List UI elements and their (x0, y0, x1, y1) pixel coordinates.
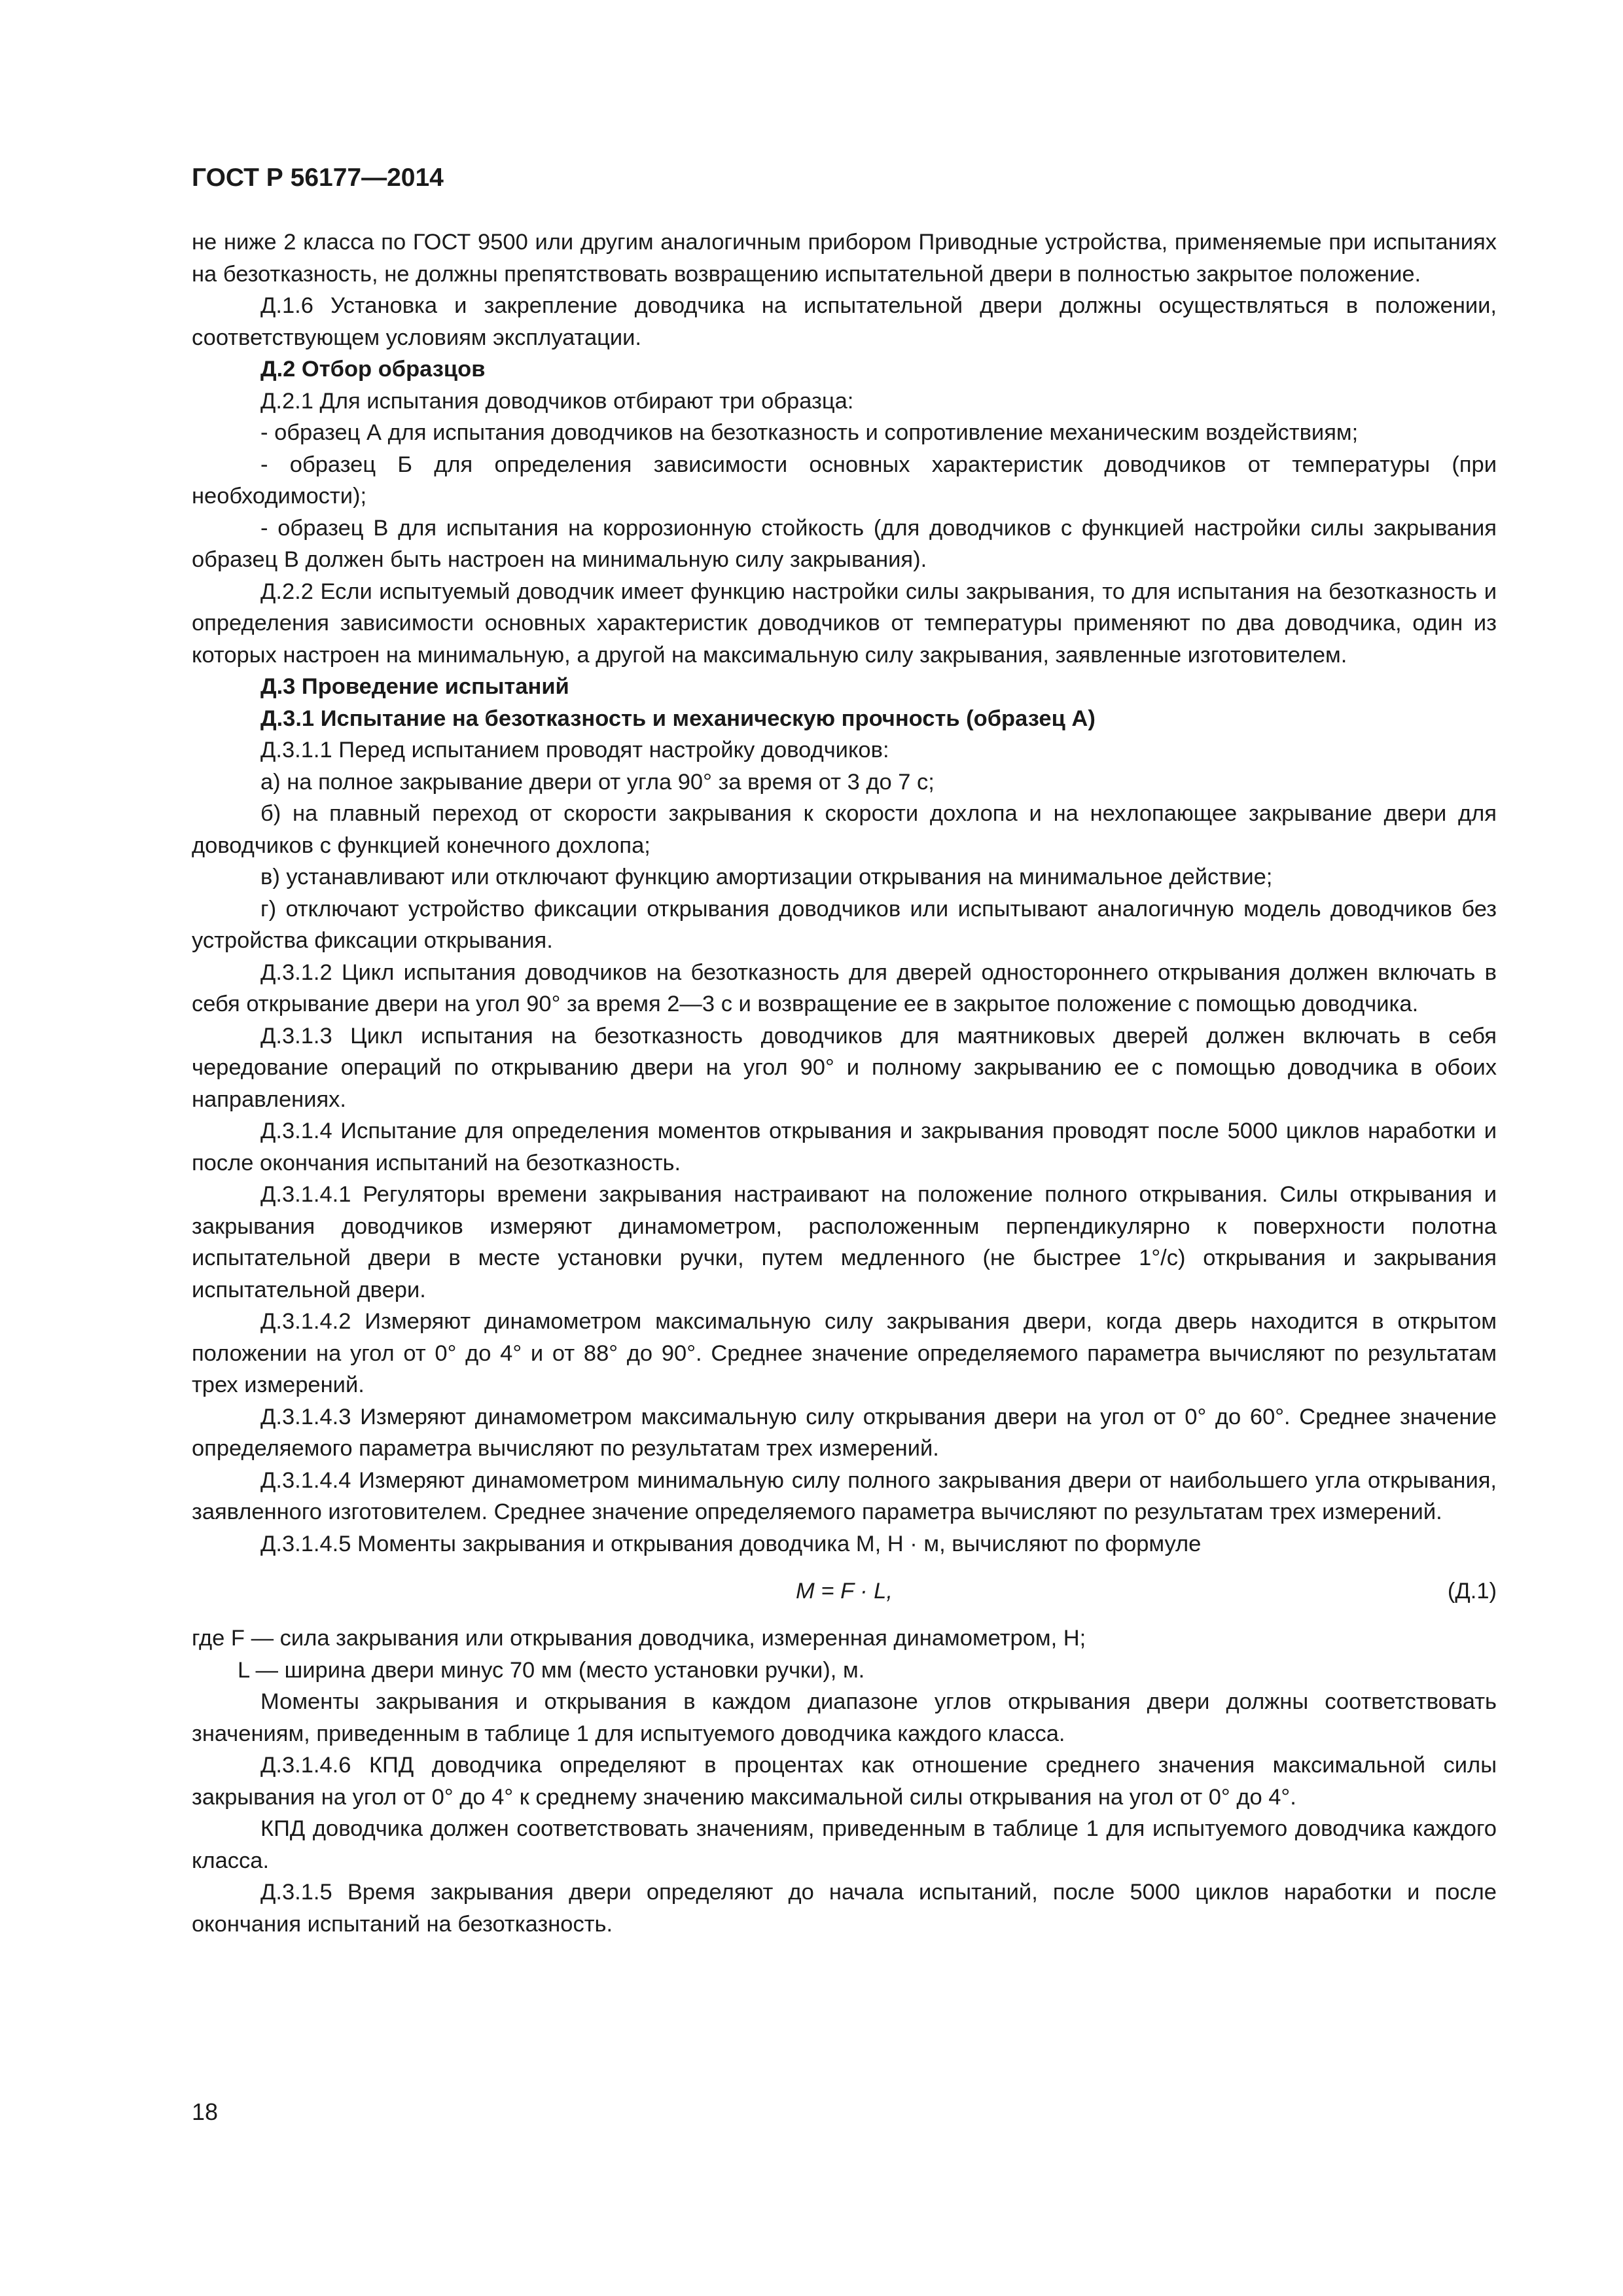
formula-expression: M = F · L, (796, 1579, 893, 1604)
document-body (192, 226, 1497, 1940)
paragraph: Д.3.1.3 Цикл испытания на безотказность доводчиков для маятниковых дверей должен включать в себя чередование операций по открыванию двери на угол 90° и полному закрыванию ее с помощью доводчика в обоих направлениях. (192, 1023, 1497, 1112)
paragraph: Д.3.1.4 Испытание для определения моментов открывания и закрывания проводят после 5000 циклов наработки и после окончания испытаний на безотказность. (192, 1119, 1497, 1175)
paragraph: Д.3.1.4.1 Регуляторы времени закрывания настраивают на положение полного открывания. Силы открывания и закрывания доводчиков измеряют динамометром, расположенным перпендикулярно к поверхности полотна испытательной двери в месте установки ручки, путем медленного (не быстрее 1°/с) открывания и закрывания испытательной двери. (192, 1182, 1497, 1302)
paragraph: Д.2 Отбор образцов (260, 357, 486, 382)
paragraph: Д.3.1.5 Время закрывания двери определяют до начала испытаний, после 5000 циклов наработки и после окончания испытаний на безотказность. (192, 1880, 1497, 1937)
formula-number: (Д.1) (1447, 1579, 1497, 1604)
document-page (192, 162, 1497, 1940)
paragraph: - образец А для испытания доводчиков на безотказность и сопротивление механическим воздействиям; (260, 420, 1359, 445)
paragraph: Д.2.1 Для испытания доводчиков отбирают три образца: (260, 388, 854, 414)
paragraph: Д.3 Проведение испытаний (260, 674, 569, 699)
paragraph: Д.3.1.4.6 КПД доводчика определяют в процентах как отношение среднего значения максимальной силы закрывания на угол от 0° до 4° к среднему значению максимальной силы открывания на угол от 0° до 4°. (192, 1753, 1497, 1810)
paragraph: Д.3.1.4.5 Моменты закрывания и открывания доводчика M, Н · м, вычисляют по формуле (260, 1531, 1202, 1556)
paragraph: Д.1.6 Установка и закрепление доводчика на испытательной двери должны осуществляться в положении, соответствующем условиям эксплуатации. (192, 293, 1497, 350)
paragraph: - образец В для испытания на коррозионную стойкость (для доводчиков с функцией настройки силы закрывания образец В должен быть настроен на минимальную силу закрывания). (192, 515, 1497, 572)
paragraph: а) на полное закрывание двери от угла 90° за время от 3 до 7 с; (260, 769, 935, 795)
paragraph: Д.3.1.2 Цикл испытания доводчиков на безотказность для дверей одностороннего открывания должен включать в себя открывание двери на угол 90° за время 2—3 с и возвращение ее в закрытое положение с помощью доводчика. (192, 960, 1497, 1016)
paragraph: г) отключают устройство фиксации открывания доводчиков или испытывают аналогичную модель доводчиков без устройства фиксации открывания. (192, 896, 1497, 953)
formula (192, 1560, 1497, 1623)
paragraph: - образец Б для определения зависимости основных характеристик доводчиков от температуры (при необходимости); (192, 452, 1497, 509)
document-header: ГОСТ Р 56177—2014 (192, 164, 444, 192)
paragraph: не ниже 2 класса по ГОСТ 9500 или другим аналогичным прибором Приводные устройства, применяемые при испытаниях на безотказность, не должны препятствовать возвращению испытательной двери в полностью закрытое положение. (192, 230, 1497, 287)
paragraph: L — ширина двери минус 70 мм (место установки ручки), м. (238, 1657, 865, 1683)
page-number: 18 (192, 2098, 219, 2125)
paragraph: Д.3.1 Испытание на безотказность и механическую прочность (образец А) (260, 706, 1096, 731)
paragraph: Моменты закрывания и открывания в каждом диапазоне углов открывания двери должны соответствовать значениям, приведенным в таблице 1 для испытуемого доводчика каждого класса. (192, 1689, 1497, 1746)
paragraph: Д.3.1.4.4 Измеряют динамометром минимальную силу полного закрывания двери от наибольшего угла открывания, заявленного изготовителем. Среднее значение определяемого параметра вычисляют по результатам трех измерений. (192, 1467, 1497, 1524)
paragraph: Д.3.1.4.2 Измеряют динамометром максимальную силу закрывания двери, когда дверь находится в открытом положении на угол от 0° до 4° и от 88° до 90°. Среднее значение определяемого параметра вычисляют по результатам трех измерений. (192, 1309, 1497, 1397)
paragraph: в) устанавливают или отключают функцию амортизации открывания на минимальное действие; (260, 865, 1273, 889)
paragraph: Д.2.2 Если испытуемый доводчик имеет функцию настройки силы закрывания, то для испытания на безотказность и определения зависимости основных характеристик доводчиков от температуры применяют по два доводчика, один из которых настроен на минимальную, а другой на максимальную силу закрывания, заявленные изготовителем. (192, 579, 1497, 668)
paragraph: КПД доводчика должен соответствовать значениям, приведенным в таблице 1 для испытуемого доводчика каждого класса. (192, 1816, 1497, 1873)
paragraph: Д.3.1.1 Перед испытанием проводят настройку доводчиков: (260, 738, 889, 762)
paragraph: где F — сила закрывания или открывания доводчика, измеренная динамометром, Н; (192, 1626, 1086, 1651)
paragraph: Д.3.1.4.3 Измеряют динамометром максимальную силу открывания двери на угол от 0° до 60°. Среднее значение определяемого параметра вычисляют по результатам трех измерений. (192, 1404, 1497, 1461)
paragraph: б) на плавный переход от скорости закрывания к скорости дохлопа и на нехлопающее закрывание двери для доводчиков с функцией конечного дохлопа; (192, 801, 1497, 858)
